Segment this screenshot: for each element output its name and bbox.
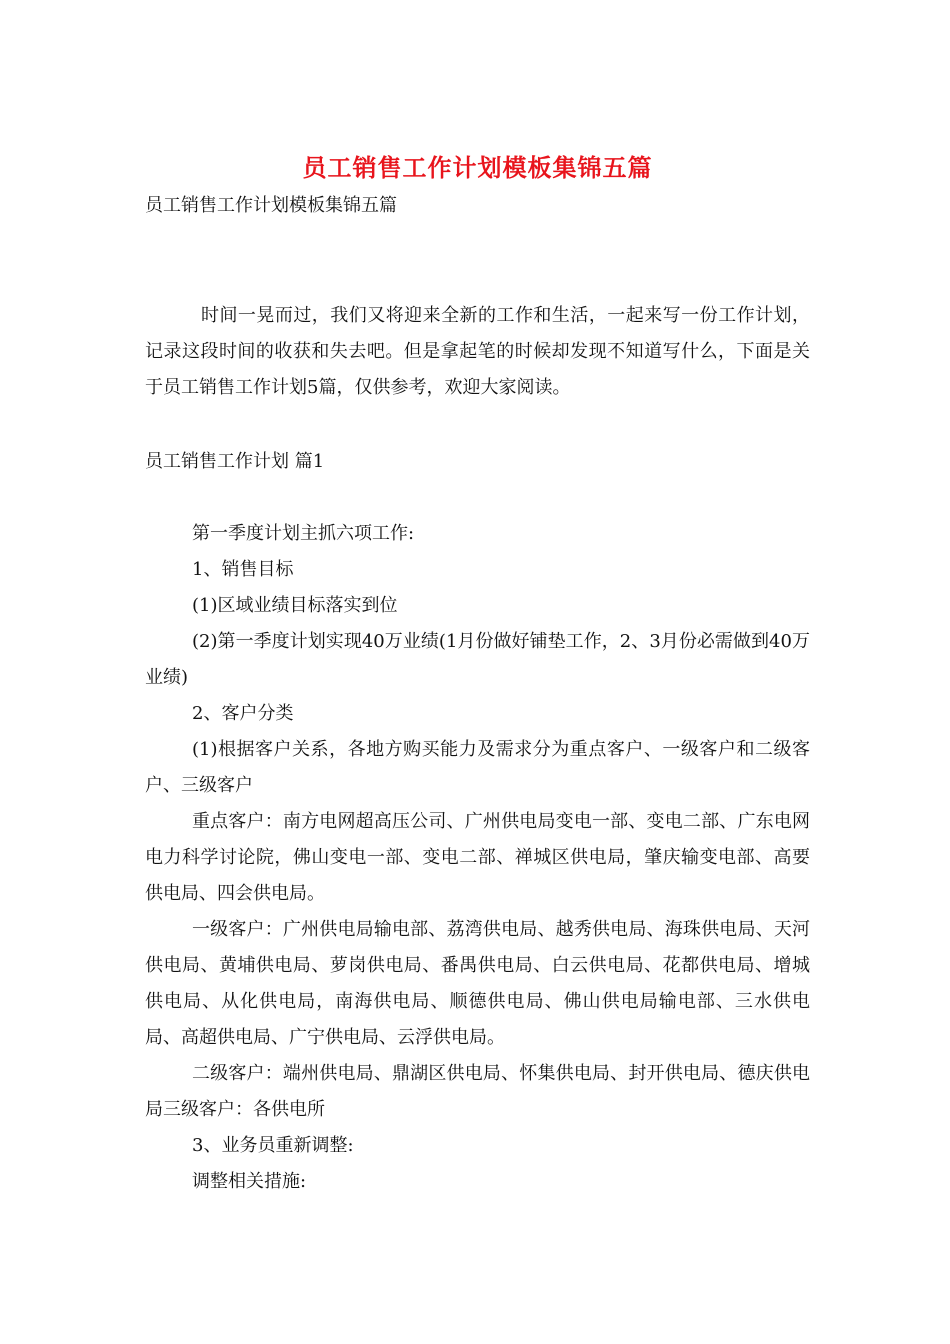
- body-paragraph: (2)第一季度计划实现40万业绩(1月份做好铺垫工作，2、3月份必需做到40万业绩): [145, 631, 810, 688]
- body-paragraph: 2、客户分类: [192, 703, 294, 724]
- section-heading: 员工销售工作计划 篇1: [145, 451, 325, 472]
- body-paragraph: 重点客户：南方电网超高压公司、广州供电局变电一部、变电二部、广东电网电力科学讨论院，佛山变电一部、变电二部、禅城区供电局，肇庆输变电部、高要供电局、四会供电局。: [145, 811, 810, 904]
- body-paragraph: 二级客户：端州供电局、鼎湖区供电局、怀集供电局、封开供电局、德庆供电局三级客户：各供电所: [145, 1063, 810, 1120]
- document-subtitle: 员工销售工作计划模板集锦五篇: [145, 195, 397, 216]
- body-paragraph: 调整相关措施:: [192, 1171, 307, 1192]
- body-paragraph: (1)根据客户关系，各地方购买能力及需求分为重点客户、一级客户和二级客户、三级客户: [145, 739, 810, 796]
- document-title: 员工销售工作计划模板集锦五篇: [302, 153, 653, 182]
- body-paragraph: (1)区域业绩目标落实到位: [192, 595, 398, 616]
- body-paragraph: 第一季度计划主抓六项工作:: [192, 523, 415, 544]
- document-body: [145, 148, 810, 1200]
- body-paragraph: 1、销售目标: [192, 559, 294, 580]
- intro-paragraph: 时间一晃而过，我们又将迎来全新的工作和生活，一起来写一份工作计划，记录这段时间的收获和失去吧。但是拿起笔的时候却发现不知道写什么，下面是关于员工销售工作计划5篇，仅供参考，欢迎大家阅读。: [145, 305, 810, 398]
- body-paragraph: 一级客户：广州供电局输电部、荔湾供电局、越秀供电局、海珠供电局、天河供电局、黄埔供电局、萝岗供电局、番禺供电局、白云供电局、花都供电局、增城供电局、从化供电局，南海供电局、顺德供电局、佛山供电局输电部、三水供电局、高超供电局、广宁供电局、云浮供电局。: [145, 919, 810, 1048]
- body-paragraph: 3、业务员重新调整:: [192, 1135, 354, 1156]
